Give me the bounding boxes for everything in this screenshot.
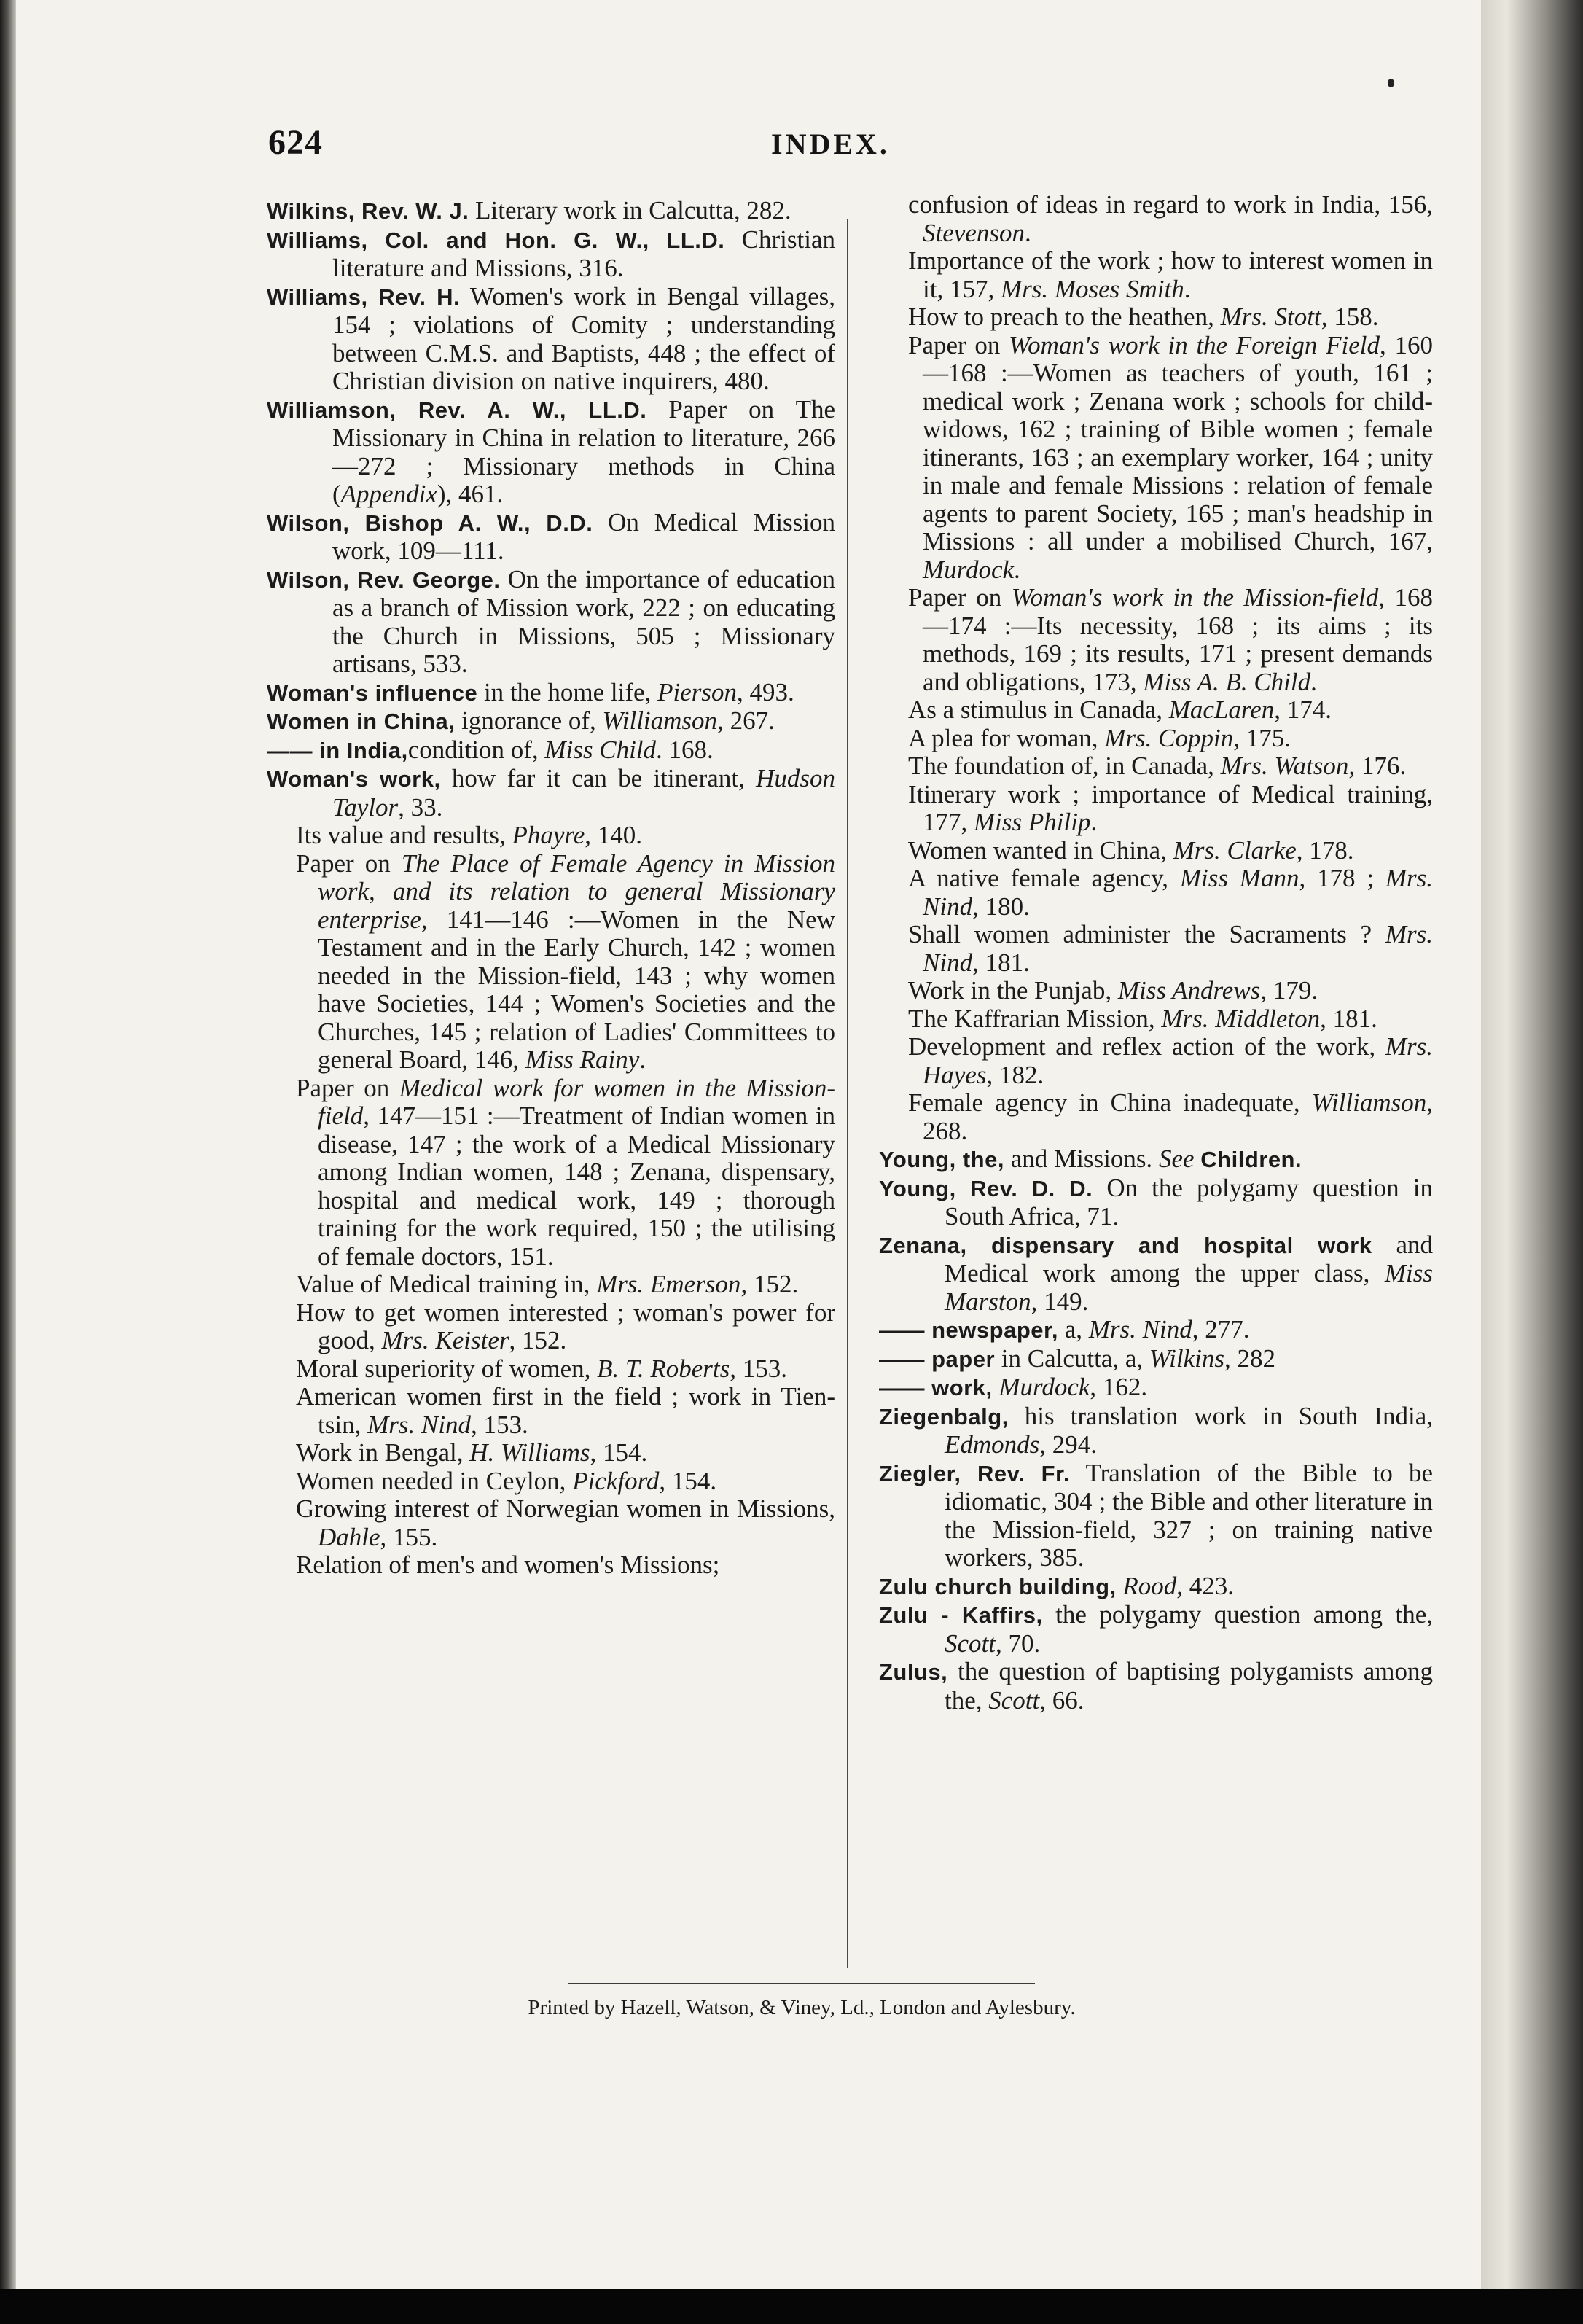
entry-text: the question of baptising polygamists among the, [945, 1657, 1433, 1715]
entry-text: , 268. [923, 1088, 1433, 1145]
cited-name: Mrs. Stott [1220, 303, 1321, 331]
cited-name: Williamson [1311, 1088, 1427, 1117]
entry-text: . [1014, 555, 1020, 584]
entry-text: , 181. [972, 948, 1030, 977]
entry-text: Literary work in Calcutta, 282. [469, 196, 792, 225]
cited-name: Pierson [657, 677, 737, 706]
cited-name: Edmonds [945, 1430, 1040, 1459]
index-subentry [879, 1033, 1433, 1089]
entry-text: , 423. [1176, 1571, 1235, 1600]
entry-text: Women wanted in China, [908, 835, 1173, 865]
entry-text: . [1310, 667, 1317, 696]
entry-text: Paper on [296, 849, 402, 878]
index-entry [879, 1373, 1433, 1403]
entry-text: , 180. [972, 892, 1030, 921]
index-subentry [879, 725, 1433, 753]
cited-name: Murdock [923, 555, 1015, 584]
cited-name: B. T. Roberts [597, 1354, 730, 1383]
entry-heading: Williams, Col. and Hon. G. W., LL.D. [267, 227, 725, 253]
cited-name: Miss Marston [945, 1259, 1433, 1316]
index-entry [267, 679, 835, 708]
index-subentry [267, 822, 835, 850]
index-subentry [879, 977, 1433, 1005]
entry-text: The Kaffrarian Mission, [908, 1004, 1162, 1033]
entry-text: Work in Bengal, [296, 1438, 470, 1467]
index-subentry [267, 850, 835, 1075]
entry-text: , 175. [1233, 723, 1291, 752]
entry-text: the polygamy question among the, [1042, 1600, 1433, 1629]
entry-heading: Children. [1200, 1147, 1302, 1172]
cited-name: Phayre [512, 821, 585, 849]
entry-text: , 70. [995, 1629, 1041, 1658]
entry-text: in Calcutta, a, [995, 1344, 1149, 1373]
entry-text: , 282 [1224, 1344, 1275, 1373]
entry-heading: Wilson, Rev. George. [267, 566, 501, 593]
index-column-right [879, 191, 1433, 1715]
index-entry [267, 566, 835, 679]
index-subentry [879, 781, 1433, 837]
index-subentry [267, 1439, 835, 1467]
entry-text: , 153. [730, 1354, 788, 1383]
cited-name: Miss Child [544, 735, 657, 764]
entry-text: Work in the Punjab, [908, 976, 1118, 1005]
entry-text: Itinerary work ; importance of Medical training, 177, [908, 779, 1433, 836]
index-entry [879, 1403, 1433, 1459]
index-subentry [879, 921, 1433, 977]
index-subentry [879, 1089, 1433, 1145]
entry-heading: —— newspaper, [879, 1317, 1058, 1343]
cited-name: Stevenson [923, 218, 1025, 247]
cited-name: Wilkins [1149, 1344, 1224, 1373]
entry-text: ignorance of, [455, 706, 603, 735]
running-title: INDEX. [771, 128, 890, 160]
book-spine-shadow [0, 0, 16, 2324]
cited-name: Woman's work in the Mission-field [1011, 583, 1379, 612]
entry-text: Growing interest of Norwegian women in Missions, [296, 1494, 835, 1523]
entry-text: , 168—174 :—Its necessity, 168 ; its aims ; its methods, 169 ; its results, 171 ; present demands and obligations, 173, [923, 583, 1434, 696]
cited-name: Scott [945, 1629, 996, 1658]
entry-text: , 181. [1320, 1004, 1377, 1033]
entry-text: How to preach to the heathen, [908, 303, 1221, 331]
printer-imprint: Printed by Hazell, Watson, & Viney, Ld., London and Aylesbury. [528, 1996, 1076, 2019]
entry-text: , 493. [736, 677, 794, 706]
entry-text: , 140. [585, 821, 642, 849]
index-entry [879, 1459, 1433, 1572]
index-entry [879, 1572, 1433, 1602]
entry-text: ), 461. [437, 480, 504, 508]
entry-text: . 168. [656, 735, 714, 764]
cited-name: Miss Mann [1179, 864, 1299, 892]
cited-name: Mrs. Coppin [1104, 723, 1234, 752]
cited-name: Pickford [572, 1466, 660, 1495]
index-entry [267, 765, 835, 822]
entry-text: , 149. [1031, 1287, 1089, 1316]
index-entry [879, 1231, 1433, 1317]
entry-text: As a stimulus in Canada, [908, 695, 1169, 724]
index-subentry [879, 1005, 1433, 1034]
entry-heading: Woman's influence [267, 679, 478, 706]
cited-name: H. Williams [469, 1438, 590, 1467]
entry-text: On the polygamy question in South Africa, 71. [945, 1173, 1433, 1231]
cited-name: Hudson Taylor [332, 764, 836, 822]
cited-name: Medical work for women in the Mission-field [318, 1073, 835, 1130]
index-entry [267, 197, 835, 226]
entry-text: On Medical Mission work, 109—111. [332, 507, 836, 565]
index-entry [267, 736, 835, 765]
cited-name: Mrs. Moses Smith [1000, 274, 1184, 303]
index-entry [267, 707, 835, 736]
index-subentry [879, 191, 1433, 247]
cited-name: Scott [988, 1685, 1040, 1715]
index-entry [879, 1601, 1433, 1658]
entry-text: , 153. [471, 1410, 528, 1439]
entry-text: , 267. [717, 706, 775, 735]
cited-name: Appendix [340, 480, 437, 508]
cited-name: The Place of Female Agency in Mission work, and its relation to general Missionary enterprise [318, 849, 835, 934]
entry-text: , 152. [509, 1326, 567, 1354]
entry-text: American women first in the field ; work in Tien-tsin, [296, 1382, 835, 1439]
entry-heading: Williams, Rev. H. [267, 284, 461, 310]
entry-text: , 294. [1039, 1430, 1098, 1459]
index-subentry [879, 584, 1433, 696]
cited-name: Mrs. Nind [1088, 1315, 1192, 1344]
index-entry [879, 1174, 1433, 1231]
entry-text: , 178 ; [1299, 864, 1385, 892]
entry-text: Women's work in Bengal villages, 154 ; violations of Comity ; understanding between C.M.S. and Baptists, 448 ; the effect of Christian division on native inquirers, 480. [332, 281, 835, 395]
cited-name: Miss A. B. Child [1143, 667, 1311, 696]
entry-heading: Young, Rev. D. D. [879, 1175, 1093, 1201]
entry-text: , 158. [1321, 303, 1379, 331]
entry-heading: Wilkins, Rev. W. J. [267, 198, 469, 224]
entry-heading: Zenana, dispensary and hospital work [879, 1232, 1372, 1258]
entry-text: Paper on [296, 1073, 399, 1102]
entry-heading: Zulu - Kaffirs, [879, 1602, 1043, 1628]
index-subentry [879, 752, 1433, 781]
entry-text: Importance of the work ; how to interest women in it, 157, [908, 246, 1433, 303]
entry-text: A native female agency, [908, 864, 1180, 892]
entry-text: Value of Medical training in, [296, 1270, 597, 1298]
entry-heading: Women in China, [267, 709, 456, 734]
column-divider [847, 219, 848, 1968]
entry-text: , 147—151 :—Treatment of Indian women in disease, 147 ; the work of a Medical Missionary among Indian women, 148 ; Zenana, dispensary, hospital and medical work, 149 ; thorough training for the work required, 150 ; the utilising of female doctors, 151. [318, 1101, 835, 1271]
entry-text: , 174. [1274, 695, 1332, 724]
index-entry [879, 1316, 1433, 1345]
entry-heading: Young, the, [879, 1147, 1004, 1172]
entry-text: The foundation of, in Canada, [908, 752, 1221, 780]
entry-text: a, [1058, 1315, 1089, 1344]
entry-text: Paper on The Missionary in China in relation to literature, 266—272 ; Missionary methods in China ( [332, 394, 835, 508]
index-subentry [879, 247, 1433, 303]
entry-text: , 152. [740, 1270, 799, 1298]
entry-text: , 277. [1192, 1315, 1250, 1344]
entry-text: Paper on [908, 583, 1012, 612]
entry-text: Its value and results, [296, 821, 512, 849]
entry-text: , 179. [1260, 976, 1318, 1005]
cited-name: MacLaren [1168, 695, 1275, 724]
index-subentry [879, 696, 1433, 725]
index-entry [879, 1145, 1433, 1174]
index-subentry [267, 1383, 835, 1439]
entry-text: , 154. [659, 1466, 717, 1495]
entry-text: Relation of men's and women's Missions; [296, 1551, 720, 1579]
index-entry [879, 1658, 1433, 1715]
entry-text: his translation work in South India, [1008, 1401, 1433, 1430]
cited-name: Miss Philip [974, 808, 1091, 836]
cited-name: Mrs. Hayes [923, 1032, 1433, 1089]
cited-name: Mrs. Nind [923, 864, 1434, 921]
entry-text: Christian literature and Missions, 316. [332, 225, 836, 282]
entry-text: , 160—168 :—Women as teachers of youth, 161 ; medical work ; Zenana work ; schools for child-widows, 162 ; training of Bible women ; female itinerants, 163 ; an exemplary worker, 164 ; unity in male and female Missions : relation of female agents to parent Society, 165 ; man's headship in Missions : all under a mobilised Church, 167, [923, 330, 1433, 555]
index-column-left [267, 197, 835, 1580]
entry-text: , 176. [1348, 752, 1407, 780]
entry-text: , 178. [1296, 835, 1354, 865]
scan-bottom-border [0, 2289, 1583, 2324]
entry-heading: Woman's work, [267, 766, 441, 792]
index-entry [267, 226, 835, 283]
entry-text: and Medical work among the upper class, [945, 1230, 1433, 1287]
index-subentry [267, 1271, 835, 1299]
page-fore-edge [1481, 0, 1583, 2324]
index-subentry [267, 1299, 835, 1355]
footer-rule [568, 1983, 1035, 1984]
entry-text: how far it can be itinerant, [440, 764, 757, 792]
index-subentry [879, 837, 1433, 865]
page-number: 624 [268, 123, 323, 162]
entry-heading: Zulu church building, [879, 1573, 1117, 1599]
entry-text: , 66. [1039, 1685, 1084, 1715]
index-entry [267, 509, 835, 566]
entry-text: . [1184, 274, 1191, 303]
index-entry [267, 396, 835, 509]
entry-heading: —— in India, [267, 737, 408, 763]
index-subentry [879, 865, 1433, 921]
entry-text: , 155. [380, 1522, 438, 1551]
cited-name: Mrs. Watson [1220, 752, 1349, 780]
cited-name: See [1158, 1145, 1195, 1173]
entry-heading: —— paper [879, 1346, 996, 1372]
cited-name: Miss Rainy [525, 1045, 640, 1074]
cited-name: Mrs. Keister [381, 1326, 509, 1354]
entry-text: , 182. [986, 1060, 1044, 1089]
cited-name: Mrs. Nind [367, 1410, 472, 1439]
entry-text: . [639, 1045, 646, 1074]
entry-text: Development and reflex action of the work, [908, 1032, 1385, 1061]
entry-heading: —— work, [879, 1375, 993, 1400]
entry-text: . [1090, 808, 1098, 836]
ink-speck [1388, 79, 1394, 87]
cited-name: Mrs. Middleton [1161, 1004, 1321, 1033]
entry-text: On the importance of education as a branch of Mission work, 222 ; on educating the Church in Missions, 505 ; Missionary artisans, 533. [332, 564, 835, 678]
entry-text: , 154. [590, 1438, 648, 1467]
index-subentry [879, 303, 1433, 332]
entry-heading: Zulus, [879, 1659, 948, 1685]
cited-name: Woman's work in the Foreign Field [1009, 330, 1380, 359]
entry-text: confusion of ideas in regard to work in India, 156, [908, 190, 1433, 219]
entry-text: Shall women administer the Sacraments ? [908, 920, 1385, 948]
entry-text: Paper on [908, 330, 1009, 359]
entry-text: , 141—146 :—Women in the New Testament and in the Early Church, 142 ; women needed in the Mission-field, 143 ; why women have Societies, 144 ; Women's Societies and the Churches, 145 ; relation of Ladies' Committees to general Board, 146, [318, 905, 835, 1074]
cited-name: Miss Andrews [1117, 976, 1261, 1005]
entry-heading: Ziegenbalg, [879, 1403, 1009, 1430]
entry-text: . [1024, 218, 1031, 247]
cited-name: Rood [1122, 1571, 1177, 1600]
cited-name: Murdock [998, 1373, 1090, 1401]
entry-text: and Missions. [1004, 1145, 1159, 1173]
index-entry [267, 283, 835, 396]
index-subentry [267, 1355, 835, 1384]
entry-text: A plea for woman, [908, 723, 1105, 752]
entry-text: , 33. [398, 792, 443, 822]
index-entry [879, 1345, 1433, 1374]
cited-name: Mrs. Emerson [596, 1270, 741, 1298]
index-subentry [267, 1467, 835, 1496]
entry-text: in the home life, [477, 677, 658, 706]
entry-text: Translation of the Bible to be idiomatic, 304 ; the Bible and other literature in the Mission-field, 327 ; on training native workers, 385. [945, 1458, 1433, 1572]
index-subentry [879, 332, 1433, 585]
entry-text: condition of, [407, 735, 545, 764]
cited-name: Williamson [602, 706, 718, 735]
cited-name: Dahle [318, 1522, 380, 1551]
index-subentry [267, 1551, 835, 1580]
entry-text: Moral superiority of women, [296, 1354, 598, 1383]
index-subentry [267, 1075, 835, 1271]
entry-text [1195, 1145, 1201, 1173]
entry-text: Women needed in Ceylon, [296, 1466, 573, 1495]
index-subentry [267, 1495, 835, 1551]
entry-heading: Ziegler, Rev. Fr. [879, 1460, 1071, 1486]
entry-heading: Williamson, Rev. A. W., LL.D. [267, 397, 647, 423]
entry-heading: Wilson, Bishop A. W., D.D. [267, 510, 593, 536]
cited-name: Mrs. Nind [923, 920, 1433, 977]
cited-name: Mrs. Clarke [1173, 835, 1297, 865]
entry-text: Female agency in China inadequate, [908, 1088, 1312, 1117]
entry-text: How to get women interested ; woman's power for good, [296, 1298, 835, 1354]
entry-text: , 162. [1090, 1373, 1148, 1401]
